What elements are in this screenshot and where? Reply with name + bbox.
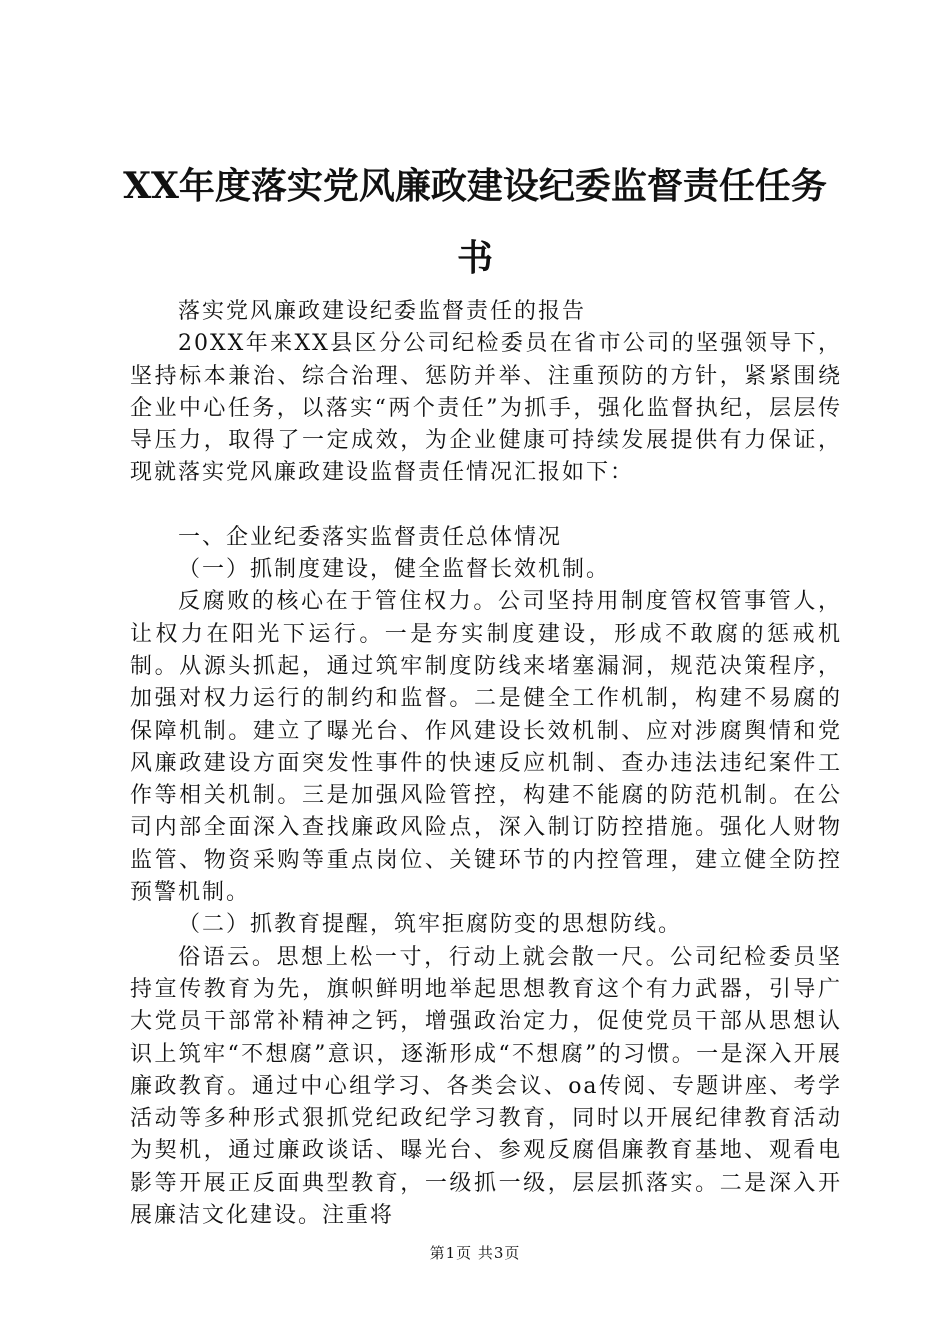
body-paragraph-1: 反腐败的核心在于管住权力。公司坚持用制度管权管事管人，让权力在阳光下运行。一是夯实制度建设，形成不敢腐的惩戒机制。从源头抓起，通过筑牢制度防线来堵塞漏洞，规范决策程序，加强对权力运行的制约和监督。二是健全工作机制，构建不易腐的保障机制。建立了曝光台、作风建设长效机制、应对涉腐舆情和党风廉政建设方面突发性事件的快速反应机制、查办违法违纪案件工作等相关机制。三是加强风险管控，构建不能腐的防范机制。在公司内部全面深入查找廉政风险点，深入制订防控措施。强化人财物监管、物资采购等重点岗位、关键环节的内控管理，建立健全防控预警机制。 (130, 589, 842, 906)
document-title: XX年度落实党风廉政建设纪委监督责任任务书 (123, 165, 827, 279)
subsection-heading-1: （一）抓制度建设，健全监督长效机制。 (178, 557, 611, 583)
intro-paragraph: 20XX年来XX县区分公司纪检委员在省市公司的坚强领导下，坚持标本兼治、综合治理、惩防并举、注重预防的方针，紧紧围绕企业中心任务，以落实“两个责任”为抓手，强化监督执纪，层层传导压力，取得了一定成效，为企业健康可持续发展提供有力保证，现就落实党风廉政建设监督责任情况汇报如下： (130, 331, 842, 486)
body-paragraph-2: 俗语云。思想上松一寸，行动上就会散一尺。公司纪检委员坚持宣传教育为先，旗帜鲜明地举起思想教育这个有力武器，引导广大党员干部常补精神之钙，增强政治定力，促使党员干部从思想认识上筑牢“不想腐”意识，逐渐形成“不想腐”的习惯。一是深入开展廉政教育。通过中心组学习、各类会议、oa传阅、专题讲座、考学活动等多种形式狠抓党纪政纪学习教育，同时以开展纪律教育活动为契机，通过廉政谈话、曝光台、参观反腐倡廉教育基地、观看电影等开展正反面典型教育，一级抓一级，层层抓落实。二是深入开展廉洁文化建设。注重将 (130, 944, 842, 1229)
subsection-heading-2: （二）抓教育提醒，筑牢拒腐防变的思想防线。 (178, 912, 683, 938)
section-heading-1: 一、企业纪委落实监督责任总体情况 (178, 524, 563, 550)
page-footer: 第1页 共3页 (429, 1244, 521, 1262)
document-body (130, 296, 842, 1232)
report-heading: 落实党风廉政建设纪委监督责任的报告 (178, 299, 587, 324)
title-block (110, 150, 840, 294)
